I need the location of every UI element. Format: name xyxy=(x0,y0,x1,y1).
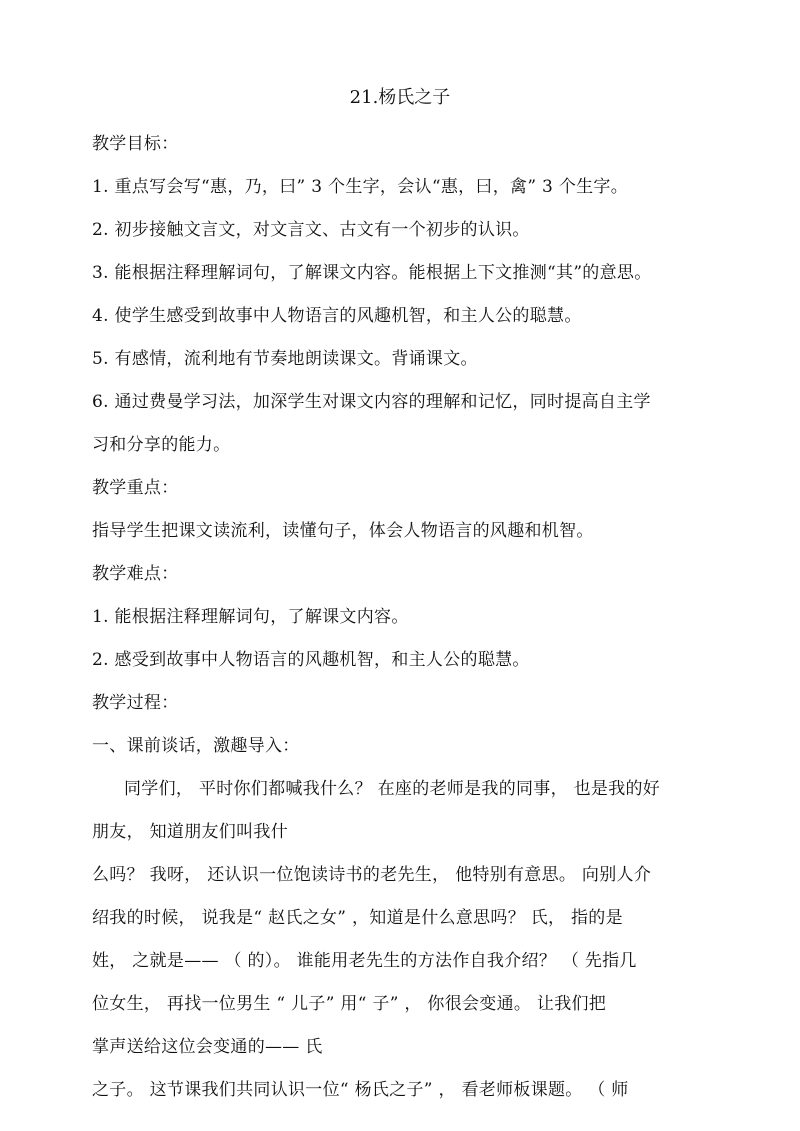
paragraph-line: 掌声送给这位会变通的—— 氏 xyxy=(92,1037,323,1057)
goal-item: 3. 能根据注释理解词句，了解课文内容。能根据上下文推测“其”的意思。 xyxy=(92,263,652,283)
paragraph-line: 姓， 之就是—— （ 的）。 谁能用老先生的方法作自我介绍？ （ 先指几 xyxy=(92,951,637,971)
goal-item: 4. 使学生感受到故事中人物语言的风趣机智，和主人公的聪慧。 xyxy=(92,306,582,326)
goal-item: 6. 通过费曼学习法，加深学生对课文内容的理解和记忆，同时提高自主学 xyxy=(92,392,651,412)
step-heading: 一、课前谈话，激趣导入： xyxy=(92,736,300,756)
section-heading-focus: 教学重点： xyxy=(92,478,179,498)
paragraph-line: 同学们， 平时你们都喊我什么？ 在座的老师是我的同事， 也是我的好 xyxy=(124,779,661,799)
paragraph-line: 朋友， 知道朋友们叫我什 xyxy=(92,822,289,842)
section-heading-goals: 教学目标： xyxy=(92,134,179,154)
paragraph-line: 么吗？ 我呀， 还认识一位饱读诗书的老先生， 他特别有意思。 向别人介 xyxy=(92,865,652,885)
goal-item: 5. 有感情，流利地有节奏地朗读课文。背诵课文。 xyxy=(92,349,478,369)
section-heading-process: 教学过程： xyxy=(92,693,179,713)
goal-item: 1. 重点写会写“惠，乃，曰” 3 个生字，会认“惠，曰，禽” 3 个生字。 xyxy=(92,177,629,197)
paragraph-line: 位女生， 再找一位男生 “ 儿子” 用“ 子” ， 你很会变通。 让我们把 xyxy=(92,994,607,1014)
paragraph-line: 绍我的时候， 说我是“ 赵氏之女” ，知道是什么意思吗？ 氏， 指的是 xyxy=(92,908,623,928)
paragraph-line: 之子。 这节课我们共同认识一位“ 杨氏之子” ， 看老师板课题。 （ 师 xyxy=(92,1080,629,1100)
section-heading-difficulty: 教学难点： xyxy=(92,564,179,584)
goal-item: 2. 初步接触文言文，对文言文、古文有一个初步的认识。 xyxy=(92,220,530,240)
focus-text: 指导学生把课文读流利，读懂句子，体会人物语言的风趣和机智。 xyxy=(92,521,594,541)
goal-item-continuation: 习和分享的能力。 xyxy=(92,435,231,455)
difficulty-item: 2. 感受到故事中人物语言的风趣机智，和主人公的聪慧。 xyxy=(92,650,530,670)
difficulty-item: 1. 能根据注释理解词句，了解课文内容。 xyxy=(92,607,409,627)
document-title: 21.杨氏之子 xyxy=(349,87,451,108)
